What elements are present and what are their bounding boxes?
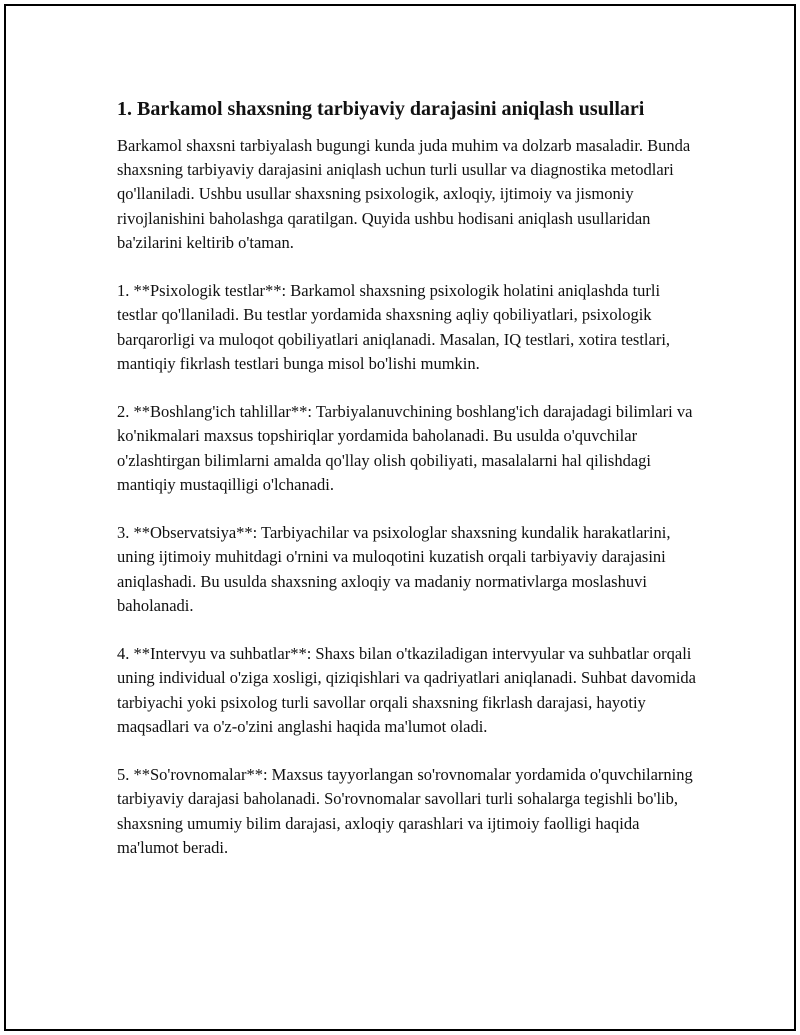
method-observatsiya: 3. **Observatsiya**: Tarbiyachilar va psixologlar shaxsning kundalik harakatlarini, uning ijtimoiy muhitdagi o'rnini va muloqotini kuzatish orqali tarbiyaviy darajasini aniqlashadi. Bu usulda shaxsning axloqiy va madaniy normativlarga moslashuvi baholanadi. [117, 523, 671, 615]
method-intervyu-suhbatlar: 4. **Intervyu va suhbatlar**: Shaxs bilan o'tkaziladigan intervyular va suhbatlar orqali uning individual o'ziga xosligi, qiziqishlari va qadriyatlari aniqlanadi. Suhbat davomida tarbiyachi yoki psixolog turli savollar orqali shaxsning fikrlash darajasi, hayotiy maqsadlari va o'z-o'zini anglashi haqida ma'lumot oladi. [117, 644, 696, 736]
method-boshlangich-tahlillar: 2. **Boshlang'ich tahlillar**: Tarbiyalanuvchining boshlang'ich darajadagi bilimlari va ko'nikmalari maxsus topshiriqlar yordamida baholanadi. Bu usulda o'quvchilar o'zlashtirgan bilimlarni amalda qo'llay olish qobiliyati, masalalarni hal qilishdagi mantiqiy mustaqilligi o'lchanadi. [117, 402, 693, 494]
document-body [117, 96, 697, 884]
method-sorovnomalar: 5. **So'rovnomalar**: Maxsus tayyorlangan so'rovnomalar yordamida o'quvchilarning tarbiyaviy darajasi baholanadi. So'rovnomalar savollari turli sohalarga tegishli bo'lib, shaxsning umumiy bilim darajasi, axloqiy qarashlari va ijtimoiy faolligi haqida ma'lumot beradi. [117, 765, 693, 857]
intro-paragraph: Barkamol shaxsni tarbiyalash bugungi kunda juda muhim va dolzarb masaladir. Bunda shaxsning tarbiyaviy darajasini aniqlash uchun turli usullar va diagnostika metodlari qo'llaniladi. Ushbu usullar shaxsning psixologik, axloqiy, ijtimoiy va jismoniy rivojlanishini baholashga qaratilgan. Quyida ushbu hodisani aniqlash usullaridan ba'zilarini keltirib o'taman. [117, 136, 691, 252]
document-title: 1. Barkamol shaxsning tarbiyaviy darajasini aniqlash usullari [117, 98, 645, 120]
method-psixologik-testlar: 1. **Psixologik testlar**: Barkamol shaxsning psixologik holatini aniqlashda turli testlar qo'llaniladi. Bu testlar yordamida shaxsning aqliy qobiliyatlari, psixologik barqarorligi va muloqot qobiliyatlari aniqlanadi. Masalan, IQ testlari, xotira testlari, mantiqiy fikrlash testlari bunga misol bo'lishi mumkin. [117, 281, 671, 373]
